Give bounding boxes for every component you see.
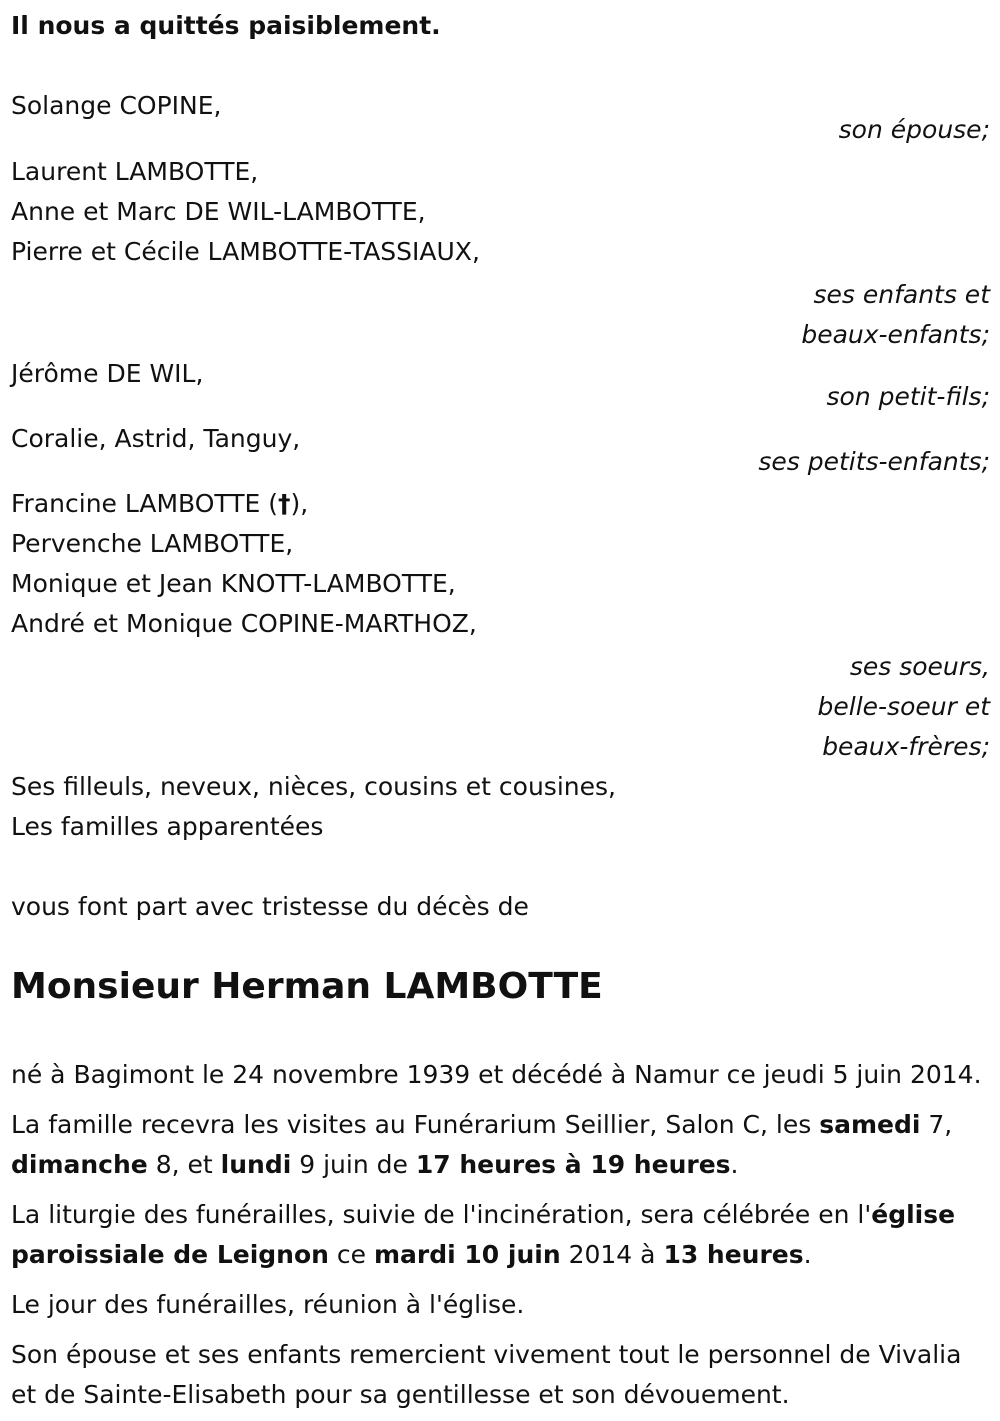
family-name: Monique et Jean KNOTT-LAMBOTTE, <box>11 569 456 598</box>
relation-line: ses enfants et <box>813 280 990 309</box>
deceased-name: Monsieur Herman LAMBOTTE <box>11 966 603 1007</box>
relation-label <box>11 647 990 767</box>
extended-family-line: Les familles apparentées <box>11 812 324 841</box>
family-name: Jérôme DE WIL, <box>11 359 204 388</box>
family-name: André et Monique COPINE-MARTHOZ, <box>11 609 477 638</box>
family-name: Coralie, Astrid, Tanguy, <box>11 424 301 453</box>
cross-icon: † <box>278 489 291 518</box>
relation-label <box>11 275 990 355</box>
meeting-paragraph: Le jour des funérailles, réunion à l'église. <box>11 1290 525 1319</box>
family-group-children <box>11 152 990 355</box>
spacer <box>11 847 990 887</box>
liturgy-time: 13 heures <box>663 1240 804 1269</box>
announcement-line: vous font part avec tristesse du décès de <box>11 892 529 921</box>
family-name: Laurent LAMBOTTE, <box>11 157 259 186</box>
family-group-grandson <box>11 354 990 417</box>
visits-text: 8, et <box>147 1150 221 1179</box>
liturgy-date: mardi 10 juin <box>373 1240 561 1269</box>
relation-line: belle-soeur et <box>817 692 990 721</box>
relation-line: ses petits-enfants; <box>758 447 990 476</box>
visits-paragraph <box>11 1105 990 1185</box>
visits-text: 9 juin de <box>291 1150 416 1179</box>
family-name-deceased-sibling <box>11 484 990 524</box>
liturgy-paragraph <box>11 1195 990 1275</box>
liturgy-text: La liturgie des funérailles, suivie de l'incinération, sera célébrée en l' <box>11 1200 872 1229</box>
family-group-siblings <box>11 484 990 767</box>
family-name: Pervenche LAMBOTTE, <box>11 529 294 558</box>
family-group-spouse <box>11 86 990 150</box>
visits-day: dimanche <box>11 1150 148 1179</box>
family-name: Solange COPINE, <box>11 91 222 120</box>
visits-day: samedi <box>819 1110 921 1139</box>
visits-day: lundi <box>220 1150 292 1179</box>
relation-line: son épouse; <box>838 115 990 144</box>
family-name: Francine LAMBOTTE ( <box>11 489 279 518</box>
relation-line: son petit-fils; <box>826 382 990 411</box>
extended-family-line: Ses filleuls, neveux, nièces, cousins et cousines, <box>11 772 616 801</box>
liturgy-place: église paroissiale de Leignon <box>11 1200 956 1269</box>
relation-line: beaux-frères; <box>822 732 990 761</box>
spacer <box>11 927 990 965</box>
liturgy-text: . <box>803 1240 812 1269</box>
spacer <box>11 1009 990 1055</box>
relation-line: beaux-enfants; <box>801 320 990 349</box>
liturgy-text: ce <box>328 1240 374 1269</box>
visits-text: . <box>730 1150 739 1179</box>
visits-text: 7, <box>920 1110 953 1139</box>
birth-death-paragraph: né à Bagimont le 24 novembre 1939 et décédé à Namur ce jeudi 5 juin 2014. <box>11 1060 982 1089</box>
liturgy-text: 2014 à <box>560 1240 664 1269</box>
extended-family <box>11 767 990 847</box>
family-name: Anne et Marc DE WIL-LAMBOTTE, <box>11 197 426 226</box>
thanks-paragraph: Son épouse et ses enfants remercient vivement tout le personnel de Vivalia et de Sainte-Elisabeth pour sa gentillesse et son dévouement. <box>11 1340 962 1409</box>
family-group-grandchildren <box>11 419 990 482</box>
obituary-notice <box>11 6 990 1415</box>
visits-text: La famille recevra les visites au Funérarium Seillier, Salon C, les <box>11 1110 820 1139</box>
family-name: Pierre et Cécile LAMBOTTE-TASSIAUX, <box>11 237 480 266</box>
family-name-suffix: ), <box>290 489 309 518</box>
spacer <box>11 46 990 86</box>
visits-hours: 17 heures à 19 heures <box>415 1150 731 1179</box>
intro-line: Il nous a quittés paisiblement. <box>11 11 441 40</box>
relation-line: ses soeurs, <box>849 652 990 681</box>
